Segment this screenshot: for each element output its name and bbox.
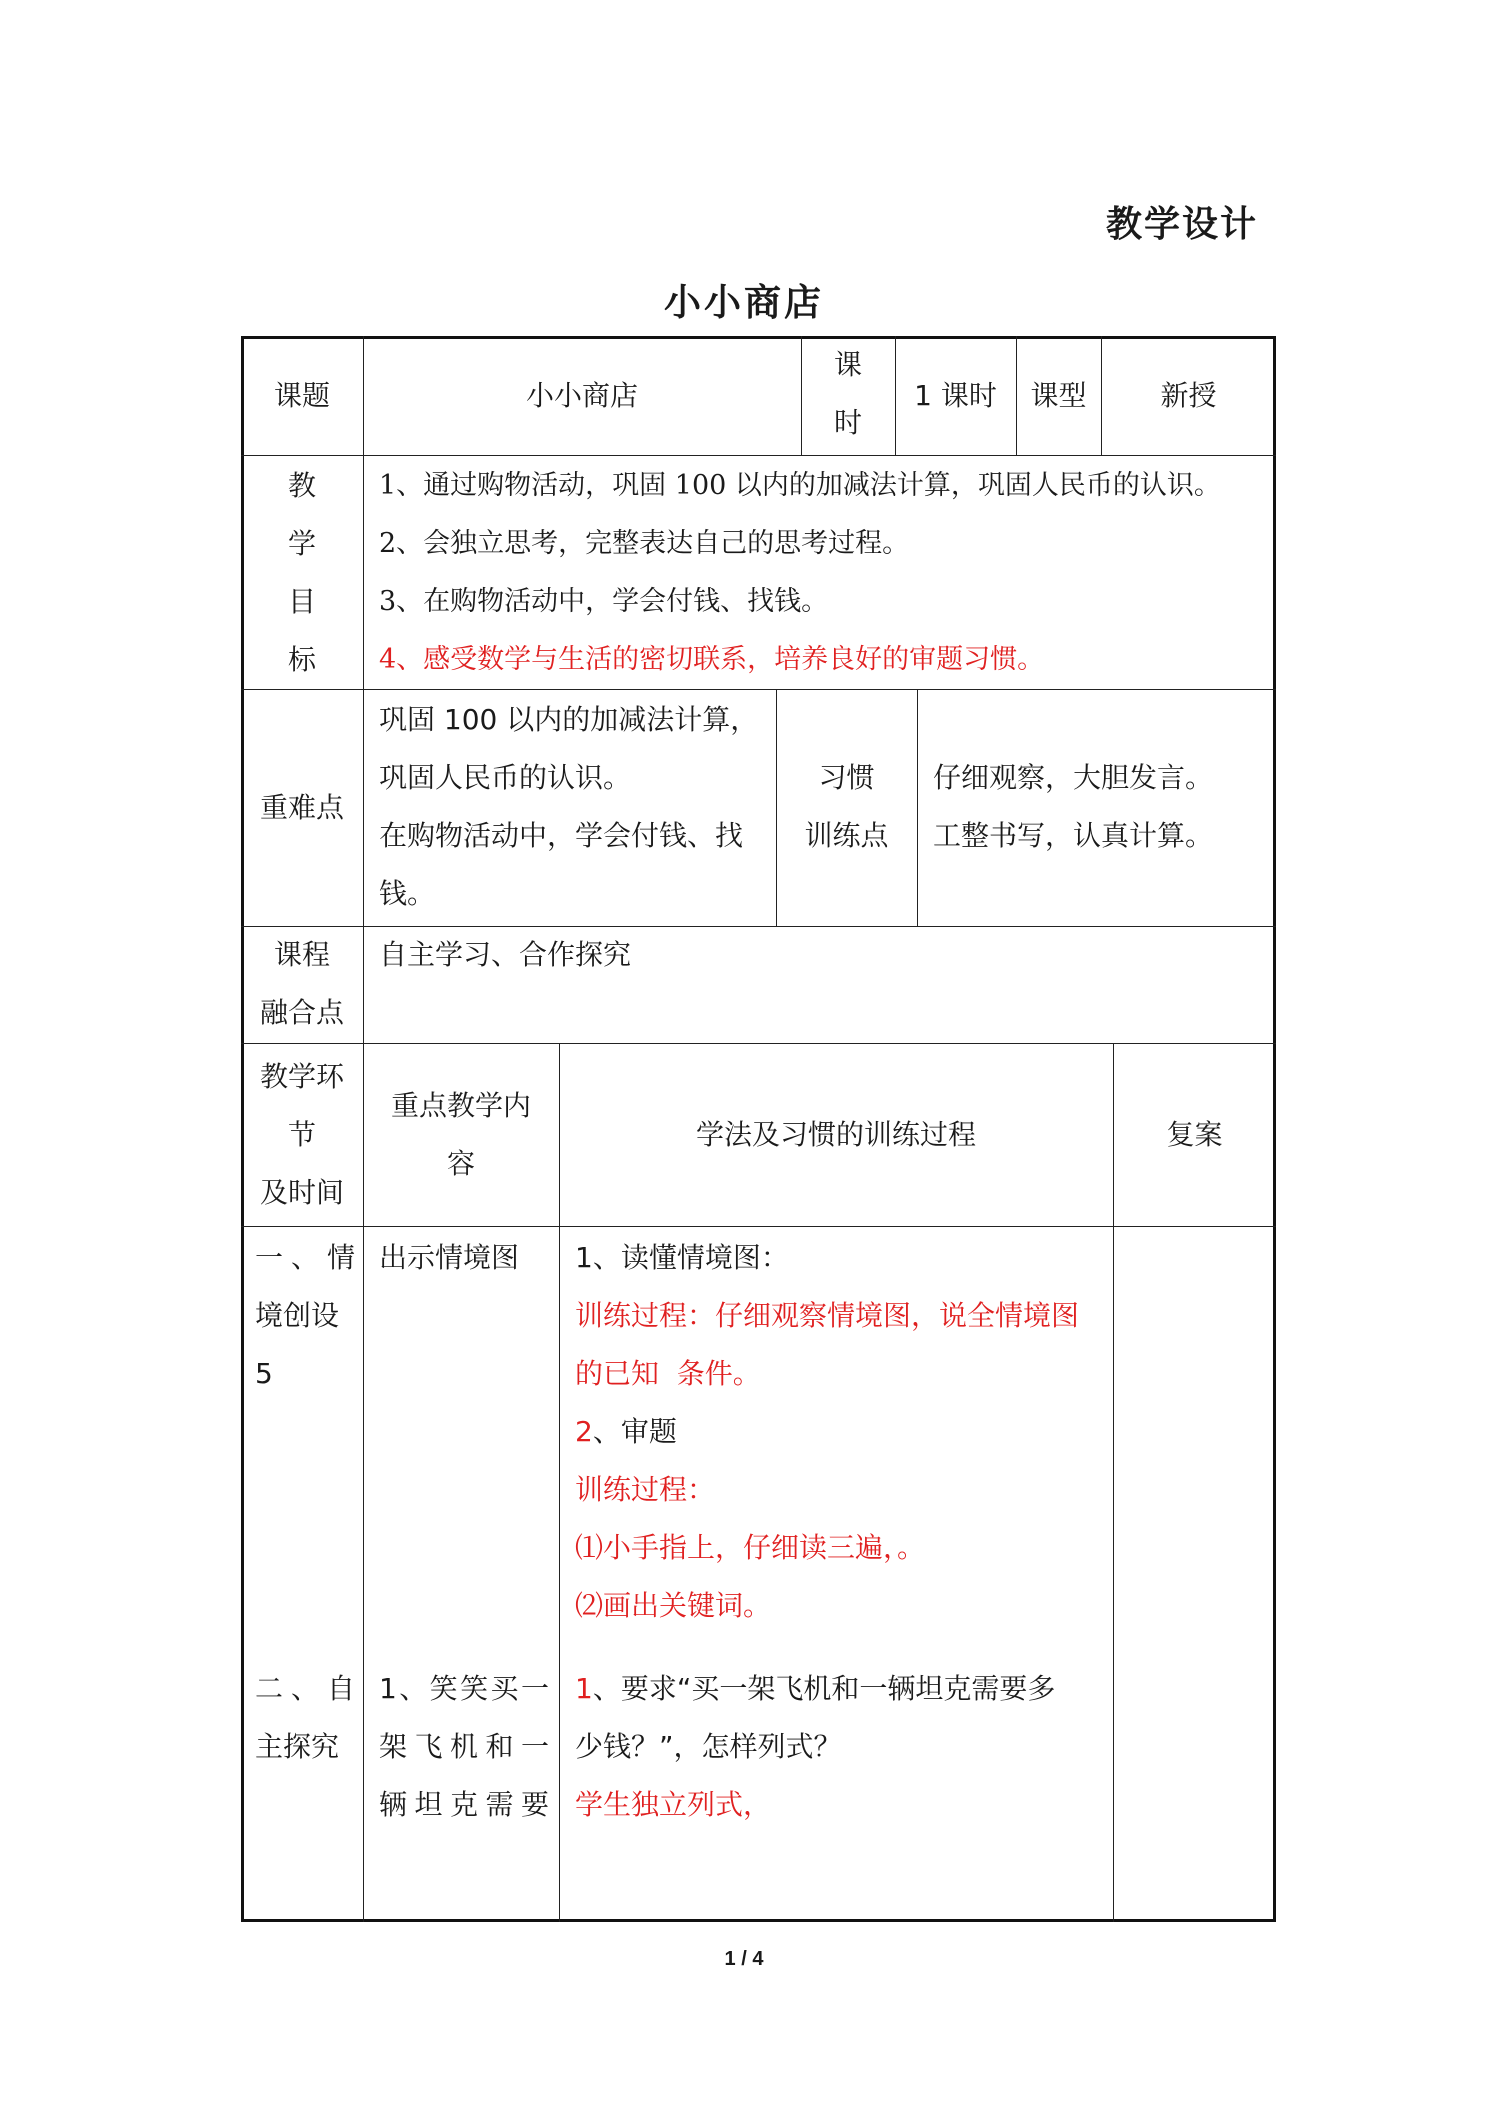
- step-text: 、要求“买一架飞机和一辆坦克需要多: [592, 1672, 1056, 1705]
- goals-label-char: 教: [287, 469, 316, 502]
- habit-label-line: 训练点: [804, 819, 889, 852]
- key-point-line: 巩固人民币的认识。: [379, 761, 632, 794]
- row-divider: [241, 455, 1276, 456]
- header-line: 及时间: [259, 1176, 344, 1209]
- goals-label: [241, 457, 363, 689]
- process-line: 训练过程：仔细观察情境图，说全情境图: [575, 1299, 1080, 1332]
- integration-label-line: 课程: [273, 938, 330, 971]
- habit-content: [933, 749, 1268, 865]
- stage-line: 一、情: [255, 1241, 355, 1274]
- row-divider: [241, 689, 1276, 690]
- lesson-plan-table: [241, 336, 1276, 1922]
- section1-process: [575, 1229, 1110, 1635]
- goal-item: 4、感受数学与生活的密切联系，培养良好的审题习惯。: [379, 644, 1045, 675]
- habit-label-line: 习惯: [818, 761, 875, 794]
- topic-label: 课题: [273, 378, 330, 412]
- section1-stage: [255, 1229, 355, 1403]
- goals-label-char: 目: [287, 585, 316, 618]
- section2-process: [575, 1660, 1110, 1834]
- integration-label-line: 融合点: [259, 996, 344, 1029]
- key-point-line: 钱。: [379, 877, 436, 910]
- process-line: ⑴小手指上，仔细读三遍，。: [575, 1531, 926, 1564]
- content-line: 1、笑笑买一: [379, 1672, 549, 1705]
- goals-label-char: 学: [287, 527, 316, 560]
- process-line: 少钱？”，怎样列式？: [575, 1730, 842, 1763]
- stage-time: 5: [255, 1357, 273, 1390]
- hours-label-line: 时: [833, 406, 862, 439]
- goal-item: 2、会独立思考，完整表达自己的思考过程。: [379, 528, 910, 559]
- section2-content: [379, 1660, 549, 1834]
- column-divider: [917, 689, 918, 926]
- header-line: 教学环: [259, 1060, 344, 1093]
- topic-value: 小小商店: [525, 378, 638, 412]
- page-number: 1 / 4: [724, 1948, 764, 1970]
- habit-label: [776, 749, 917, 865]
- process-line: [575, 1403, 1110, 1461]
- integration-label: [241, 926, 363, 1042]
- integration-value: 自主学习、合作探究: [379, 938, 632, 971]
- goals-label-char: 标: [287, 643, 316, 676]
- header-line: 容: [446, 1147, 475, 1180]
- key-points-content: [379, 691, 774, 923]
- stage-line: 二、自: [255, 1672, 355, 1705]
- review-header: 复案: [1166, 1117, 1223, 1151]
- process-line: 1、读懂情境图：: [575, 1241, 789, 1274]
- habit-line: 工整书写，认真计算。: [933, 819, 1214, 852]
- hours-label: [801, 336, 895, 455]
- document-type-heading: 教学设计: [1105, 204, 1258, 245]
- document-title: 小小商店: [664, 281, 824, 324]
- habit-line: 仔细观察，大胆发言。: [933, 761, 1214, 794]
- header-line: 节: [287, 1118, 316, 1151]
- goal-item: 1、通过购物活动，巩固 100 以内的加减法计算，巩固人民币的认识。: [379, 470, 1221, 501]
- key-points-label: 重难点: [259, 790, 344, 824]
- content-line: 辆坦克需要: [379, 1788, 549, 1821]
- stage-time-header: [241, 1048, 363, 1222]
- goal-item: 3、在购物活动中，学会付钱、找钱。: [379, 586, 829, 617]
- process-line: 的已知 条件。: [575, 1357, 761, 1390]
- process-header: 学法及习惯的训练过程: [695, 1117, 976, 1151]
- process-line: 学生独立列式，: [575, 1788, 772, 1821]
- hours-label-line: 课: [833, 348, 862, 381]
- header-line: 重点教学内: [390, 1089, 531, 1122]
- hours-value: 1 课时: [914, 378, 997, 412]
- process-line: ⑵画出关键词。: [575, 1589, 772, 1622]
- step-number: 1: [575, 1672, 593, 1705]
- content-line: 架飞机和一: [379, 1730, 549, 1763]
- goals-list: [379, 457, 1269, 689]
- key-point-line: 巩固 100 以内的加减法计算，: [379, 703, 759, 736]
- lesson-type-value: 新授: [1160, 378, 1217, 412]
- key-point-line: 在购物活动中，学会付钱、找: [379, 819, 744, 852]
- process-line: [575, 1660, 1110, 1718]
- section2-stage: [255, 1660, 355, 1776]
- stage-line: 境创设: [255, 1299, 340, 1332]
- step-text: 、审题: [592, 1415, 677, 1448]
- stage-line: 主探究: [255, 1730, 340, 1763]
- key-content-header: [363, 1077, 559, 1193]
- section1-content: 出示情境图: [379, 1241, 520, 1274]
- step-number: 2: [575, 1415, 593, 1448]
- lesson-type-label: 课型: [1030, 378, 1087, 412]
- process-line: 训练过程：: [575, 1473, 716, 1506]
- row-divider: [241, 1226, 1276, 1227]
